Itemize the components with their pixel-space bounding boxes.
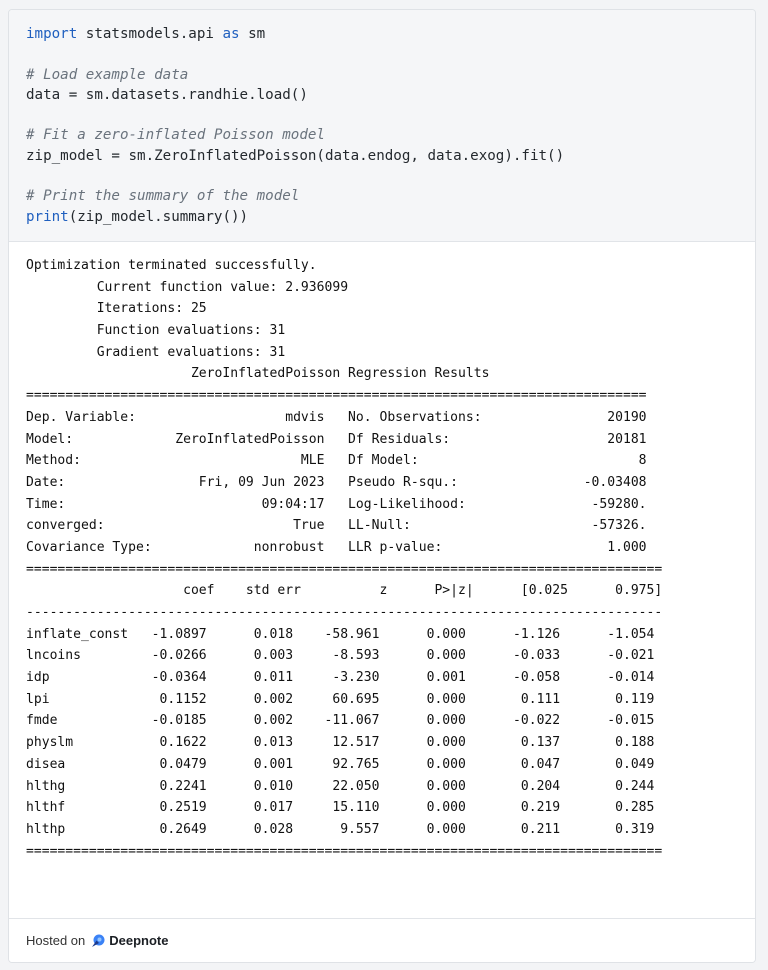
code-comment-fit: # Fit a zero-inflated Poisson model xyxy=(26,127,325,144)
coef-table-header: coef std err z P>|z| [0.025 0.975] xyxy=(26,583,663,599)
output-line: Iterations: 25 xyxy=(26,301,207,317)
deepnote-brand-link[interactable]: Deepnote xyxy=(109,933,169,948)
summary-title: ZeroInflatedPoisson Regression Results xyxy=(26,366,490,382)
separator-line: =============================================================================== xyxy=(26,388,647,404)
summary-row: Time: 09:04:17 Log-Likelihood: -59280. xyxy=(26,496,647,512)
separator-line: --------------------------------------------------------------------------------- xyxy=(26,605,663,620)
code-line-blank xyxy=(26,105,755,125)
table-row: inflate_const -1.0897 0.018 -58.961 0.000 -1.126 -1.054 xyxy=(26,626,655,642)
table-row: physlm 0.1622 0.013 12.517 0.000 0.137 0.188 xyxy=(26,735,655,751)
summary-row: Method: MLE Df Model: 8 xyxy=(26,453,647,469)
code-comment-print: # Print the summary of the model xyxy=(26,188,300,205)
code-text: sm xyxy=(239,26,266,42)
hosted-on-label: Hosted on xyxy=(26,933,86,948)
summary-row: Covariance Type: nonrobust LLR p-value: 1.000 xyxy=(26,539,647,555)
code-text: statsmodels.api xyxy=(77,26,223,42)
table-row: lpi 0.1152 0.002 60.695 0.000 0.111 0.119 xyxy=(26,691,655,707)
output-line: Gradient evaluations: 31 xyxy=(26,344,286,360)
separator-line: ================================================================================= xyxy=(26,843,663,859)
table-row: hlthf 0.2519 0.017 15.110 0.000 0.219 0.285 xyxy=(26,800,655,816)
summary-row: Date: Fri, 09 Jun 2023 Pseudo R-squ.: -0.03408 xyxy=(26,474,647,490)
code-line-blank xyxy=(26,166,755,186)
deepnote-logo-icon[interactable] xyxy=(91,934,105,948)
notebook-cell-card xyxy=(8,9,756,963)
table-row: disea 0.0479 0.001 92.765 0.000 0.047 0.049 xyxy=(26,756,655,772)
separator-line: ================================================================================= xyxy=(26,561,663,577)
summary-row: converged: True LL-Null: -57326. xyxy=(26,518,647,534)
keyword-print: print xyxy=(26,208,69,225)
table-row: idp -0.0364 0.011 -3.230 0.001 -0.058 -0.014 xyxy=(26,670,655,686)
table-row: fmde -0.0185 0.002 -11.067 0.000 -0.022 -0.015 xyxy=(26,713,655,729)
keyword-import: import xyxy=(26,26,78,42)
keyword-as: as xyxy=(222,26,240,42)
output-line: Optimization terminated successfully. xyxy=(26,258,317,273)
code-text: (zip_model.summary()) xyxy=(68,208,249,225)
output-line: Function evaluations: 31 xyxy=(26,323,286,339)
code-line-load-data: data = sm.datasets.randhie.load() xyxy=(26,86,308,103)
footer xyxy=(9,918,755,962)
code-cell[interactable] xyxy=(9,10,755,242)
table-row: lncoins -0.0266 0.003 -8.593 0.000 -0.033 -0.021 xyxy=(26,648,655,664)
cell-output xyxy=(26,255,746,862)
summary-row: Model: ZeroInflatedPoisson Df Residuals: 20181 xyxy=(26,431,647,447)
table-row: hlthp 0.2649 0.028 9.557 0.000 0.211 0.319 xyxy=(26,821,655,837)
summary-row: Dep. Variable: mdvis No. Observations: 20190 xyxy=(26,409,647,425)
code-line-print xyxy=(26,207,755,227)
code-comment-load: # Load example data xyxy=(26,66,189,83)
table-row: hlthg 0.2241 0.010 22.050 0.000 0.204 0.244 xyxy=(26,778,655,794)
output-line: Current function value: 2.936099 xyxy=(26,279,349,295)
code-line-blank xyxy=(26,44,755,64)
code-line-import xyxy=(26,24,755,44)
code-line-fit-model: zip_model = sm.ZeroInflatedPoisson(data.endog, data.exog).fit() xyxy=(26,147,565,164)
